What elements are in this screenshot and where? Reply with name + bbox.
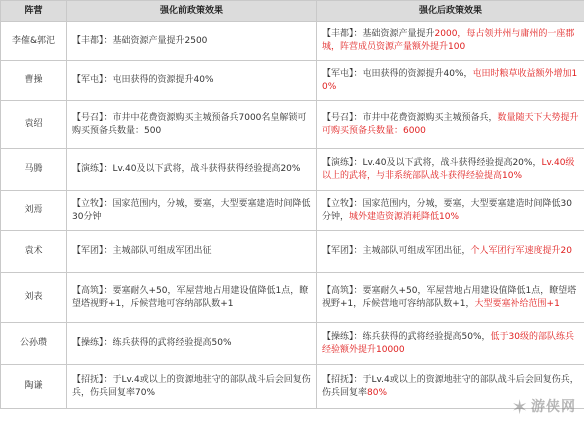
before-effect-cell: 【军团】：主城部队可组成军团出征 <box>67 231 317 273</box>
after-effect-text: 【演练】：Lv.40及以下武将，战斗获得经验提高20%， <box>322 157 542 168</box>
before-effect-cell: 【丰都】：基础资源产量提升2500 <box>67 22 317 61</box>
after-effect-text: 【军屯】：屯田获得的资源提升40%， <box>322 68 473 79</box>
faction-cell: 陶谦 <box>1 365 67 409</box>
after-effect-highlight: 80% <box>367 387 388 398</box>
before-effect-cell: 【操练】：练兵获得的武将经验提高50% <box>67 323 317 365</box>
faction-cell: 李傕&郭汜 <box>1 22 67 61</box>
after-effect-text: 【军团】：主城部队可组成军团出征， <box>322 246 471 256</box>
after-effect-highlight: 2000，每占领并州与庸州的一座郡城，阵营成员资源产量额外提升100 <box>322 29 575 52</box>
after-effect-cell <box>317 323 584 365</box>
header-before: 强化前政策效果 <box>67 1 317 22</box>
after-effect-text: 【号召】：市井中花费资源购买主城预备兵， <box>322 112 498 123</box>
watermark <box>511 395 576 419</box>
after-effect-cell <box>317 22 584 61</box>
table-header-row <box>1 1 584 22</box>
after-effect-highlight: 低于30级的部队练兵经验额外提升10000 <box>322 331 574 355</box>
faction-cell: 刘表 <box>1 273 67 323</box>
after-effect-cell <box>317 149 584 191</box>
after-effect-highlight: 屯田时粮草收益额外增加10% <box>322 68 578 92</box>
table-row <box>1 101 584 149</box>
after-effect-highlight: Lv.40级以上的武将，与非系统部队战斗获得经验提高10% <box>322 157 575 181</box>
after-effect-highlight: 数量随天下大势提升可购买预备兵数量：6000 <box>322 112 579 136</box>
watermark-logo-icon: ✶ <box>511 395 529 419</box>
before-effect-cell: 【立牧】：国家范围内，分城，要塞，大型要塞建造时间降低30分钟 <box>67 191 317 231</box>
table-row <box>1 231 584 273</box>
after-effect-text: 【丰都】：基础资源产量提升 <box>322 29 435 39</box>
header-faction: 阵营 <box>1 1 67 22</box>
after-effect-highlight: 城外建造资源消耗降低10% <box>349 211 460 222</box>
after-effect-text: 【高筑】：要塞耐久+50，军屋营地占用建设值降低1点，瞭望塔视野+1，斥候营地可容纳部队数+1， <box>322 285 577 309</box>
header-after: 强化后政策效果 <box>317 1 584 22</box>
before-effect-cell: 【号召】：市井中花费资源购买主城预备兵7000名皇解锁可购买预备兵数量：500 <box>67 101 317 149</box>
after-effect-highlight: 大型要塞补给范围+1 <box>474 298 560 309</box>
after-effect-cell <box>317 61 584 101</box>
table-row <box>1 273 584 323</box>
table-row <box>1 365 584 409</box>
after-effect-text: 【立牧】：国家范围内，分城，要塞，大型要塞建造时间降低30分钟， <box>322 198 572 222</box>
table-row <box>1 61 584 101</box>
faction-cell: 曹操 <box>1 61 67 101</box>
faction-cell: 袁术 <box>1 231 67 273</box>
after-effect-text: 【招抚】：于Lv.4或以上的资源地驻守的部队战斗后会回复伤兵，伤兵回复率 <box>322 374 579 398</box>
after-effect-text: 【操练】：练兵获得的武将经验提高50%， <box>322 331 491 342</box>
table-row <box>1 323 584 365</box>
faction-cell: 马腾 <box>1 149 67 191</box>
table-row <box>1 191 584 231</box>
faction-cell: 袁绍 <box>1 101 67 149</box>
before-effect-cell: 【军屯】：屯田获得的资源提升40% <box>67 61 317 101</box>
after-effect-cell <box>317 191 584 231</box>
before-effect-cell: 【招抚】：于Lv.4或以上的资源地驻守的部队战斗后会回复伤兵，伤兵回复率70% <box>67 365 317 409</box>
before-effect-cell: 【演练】：Lv.40及以下武将，战斗获得获得经验提高20% <box>67 149 317 191</box>
after-effect-cell <box>317 273 584 323</box>
after-effect-highlight: 个人军团行军速度提升20 <box>470 246 572 256</box>
faction-cell: 公孙瓒 <box>1 323 67 365</box>
before-effect-cell: 【高筑】：要塞耐久+50，军屋营地占用建设值降低1点，瞭望塔视野+1，斥候营地可容纳部队数+1 <box>67 273 317 323</box>
after-effect-cell <box>317 231 584 273</box>
table-row <box>1 149 584 191</box>
table-row <box>1 22 584 61</box>
watermark-text: 游侠网 <box>531 399 576 415</box>
after-effect-cell <box>317 101 584 149</box>
faction-cell: 刘焉 <box>1 191 67 231</box>
